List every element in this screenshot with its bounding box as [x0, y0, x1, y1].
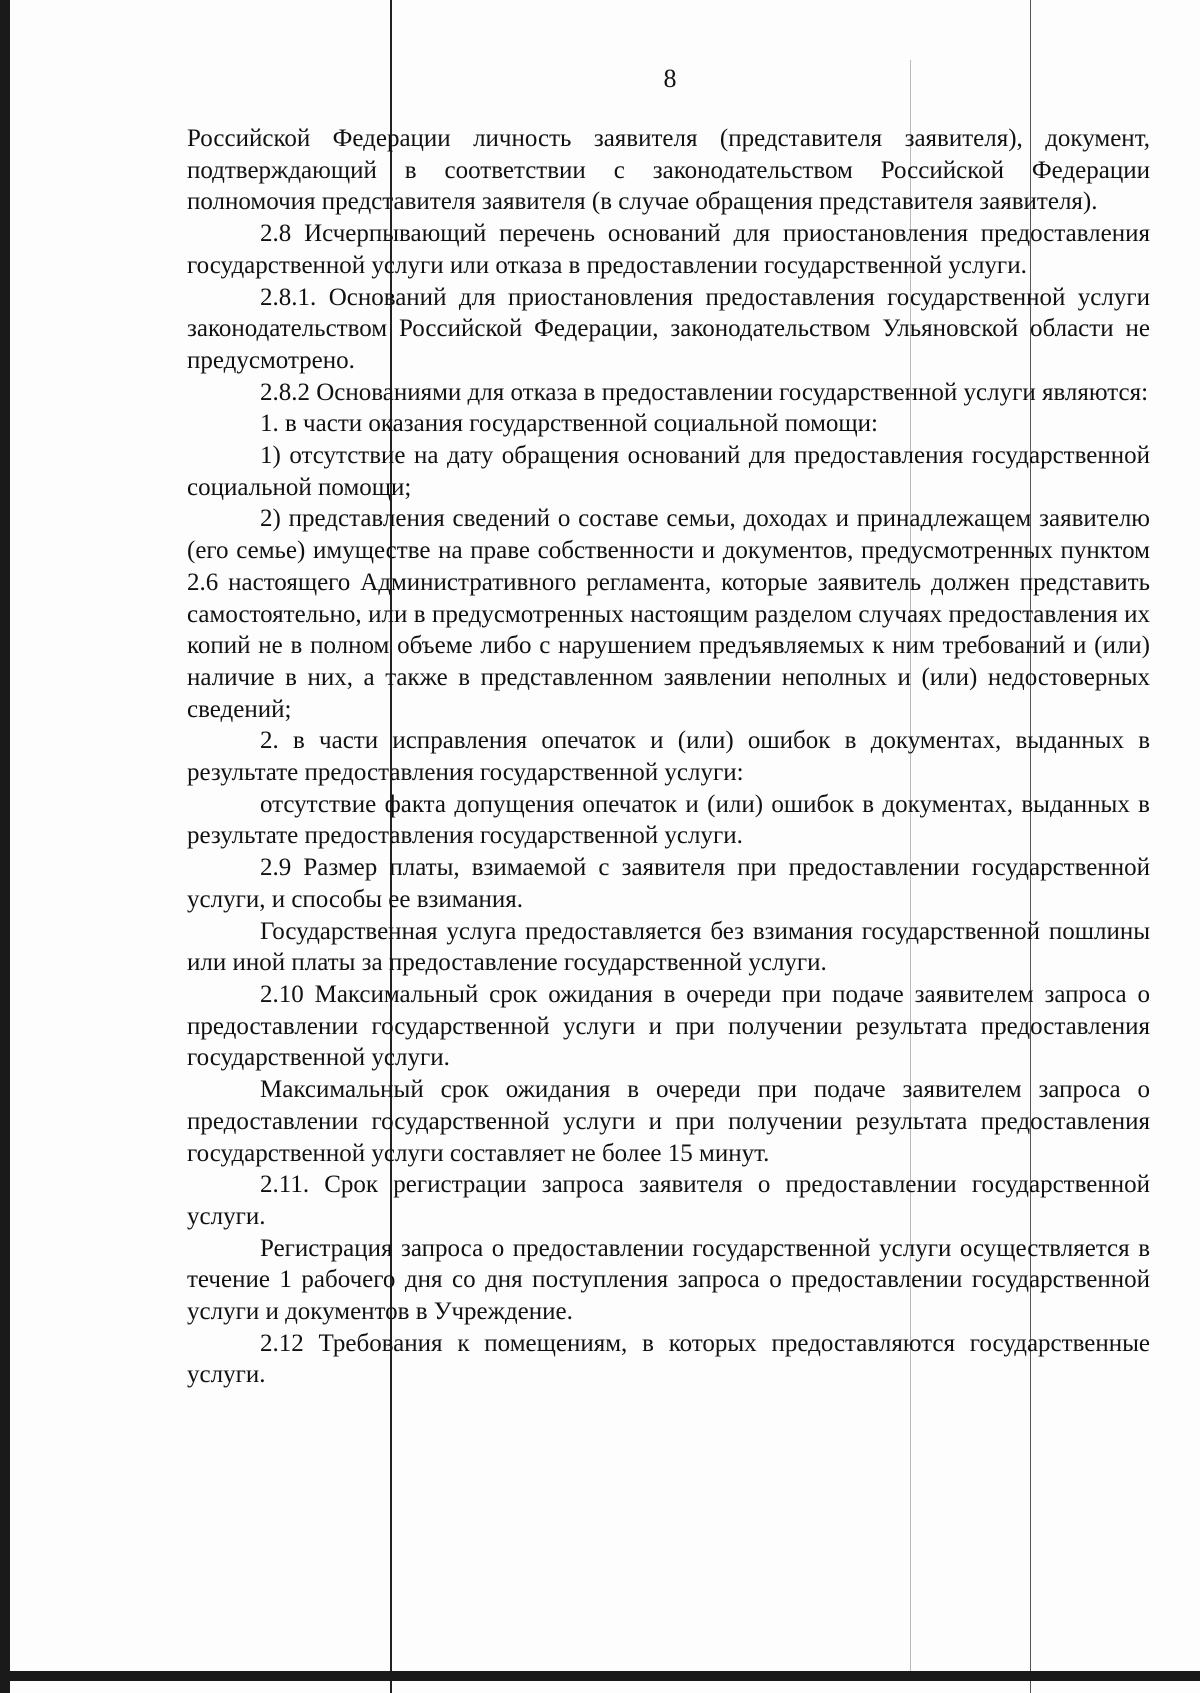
paragraph: 2.8.2 Основаниями для отказа в предоставлении государственной услуги являются: [260, 378, 1149, 406]
document-body [187, 123, 1150, 1391]
paragraph: 2.9 Размер платы, взимаемой с заявителя при предоставлении государственной услуги, и способы ее взимания. [187, 854, 1150, 913]
paragraph: 2.8.1. Оснований для приостановления предоставления государственной услуги законодательством Российской Федерации, законодательством Ульяновской области не предусмотрено. [187, 283, 1150, 374]
paragraph: Максимальный срок ожидания в очереди при подаче заявителем запроса о предоставлении государственной услуги и при получении результата предоставления государственной услуги составляет не более 15 минут. [187, 1076, 1150, 1167]
page-number: 8 [663, 64, 677, 93]
paragraph: отсутствие факта допущения опечаток и (или) ошибок в документах, выданных в результате предоставления государственной услуги. [187, 790, 1150, 850]
scan-edge-bottom [0, 1671, 1200, 1681]
paragraph: Регистрация запроса о предоставлении государственной услуги осуществляется в течение 1 рабочего дня со дня поступления запроса о предоставлении государственной услуги и документов в Учреждение. [187, 1234, 1150, 1326]
paragraph: 2.8 Исчерпывающий перечень оснований для приостановления предоставления государственной услуги или отказа в предоставлении государственной услуги. [187, 220, 1150, 279]
paragraph: Государственная услуга предоставляется без взимания государственной пошлины или иной платы за предоставление государственной услуги. [187, 917, 1150, 977]
paragraph: 2.12 Требования к помещениям, в которых предоставляются государственные услуги. [187, 1329, 1150, 1389]
paragraph: 2.10 Максимальный срок ожидания в очереди при подаче заявителем запроса о предоставлении государственной услуги и при получении результата предоставления государственной услуги. [187, 980, 1150, 1072]
paragraph: 2. в части исправления опечаток и (или) ошибок в документах, выданных в результате предоставления государственной услуги: [187, 727, 1150, 787]
paragraph: 2) представления сведений о составе семьи, доходах и принадлежащем заявителю (его семье) имуществе на праве собственности и документов, предусмотренных пунктом 2.6 настоящего Административного регламента, которые заявитель должен представить самостоятельно, или в предусмотренных настоящим разделом случаях предоставления их копий не в полном объеме либо с нарушением предъявляемых к ним требований и (или) наличие в них, а также в представленном заявлении неполных и (или) недостоверных сведений; [187, 505, 1150, 723]
paragraph: 1) отсутствие на дату обращения оснований для предоставления государственной социальной помощи; [187, 442, 1150, 501]
paragraph: Российской Федерации личность заявителя (представителя заявителя), документ, подтверждающий в соответствии с законодательством Российской Федерации полномочия представителя заявителя (в случае обращения представителя заявителя). [187, 125, 1150, 216]
paragraph: 2.11. Срок регистрации запроса заявителя о предоставлении государственной услуги. [187, 1171, 1150, 1230]
scan-edge-left [0, 0, 10, 1693]
paragraph: 1. в части оказания государственной социальной помощи: [260, 410, 878, 438]
